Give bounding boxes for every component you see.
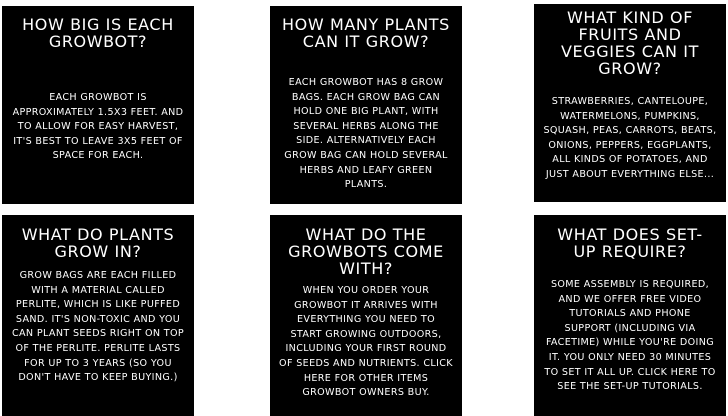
faq-card-plant-count — [270, 6, 462, 204]
faq-card-included-items[interactable] — [270, 215, 462, 416]
faq-question: WHAT DO THE GROWBOTS COME WITH? — [288, 225, 444, 278]
faq-answer: GROW BAGS ARE EACH FILLED WITH A MATERIAL CALLED PERLITE, WHICH IS LIKE PUFFED SAND. IT'S NON-TOXIC AND YOU CAN PLANT SEEDS RIGHT ON TOP OF THE PERLITE. PERLITE LASTS FOR UP TO 3 YEARS (SO YOU DON'T HAVE TO KEEP BUYING.) — [11, 270, 185, 384]
faq-question: HOW BIG IS EACH GROWBOT? — [22, 15, 174, 51]
faq-answer: EACH GROWBOT IS APPROXIMATELY 1.5X3 FEET. AND TO ALLOW FOR EASY HARVEST, IT'S BEST TO LEAVE 3X5 FEET OF SPACE FOR EACH. — [12, 92, 184, 162]
faq-answer[interactable]: WHEN YOU ORDER YOUR GROWBOT IT ARRIVES WITH EVERYTHING YOU NEED TO START GROWING OUTDOORS, INCLUDING YOUR FIRST ROUND OF SEEDS AND NUTRIENTS. CLICK HERE FOR OTHER ITEMS GROWBOT OWNERS BUY. — [279, 285, 453, 399]
faq-question: WHAT DOES SET- UP REQUIRE? — [557, 225, 703, 261]
faq-card-growing-medium — [2, 215, 194, 416]
faq-question: WHAT KIND OF FRUITS AND VEGGIES CAN IT GROW? — [561, 8, 699, 78]
faq-card-setup[interactable] — [534, 215, 726, 416]
faq-answer[interactable]: SOME ASSEMBLY IS REQUIRED, AND WE OFFER FREE VIDEO TUTORIALS AND PHONE SUPPORT (INCLUDING VIA FACETIME) WHILE YOU'RE DOING IT. YOU ONLY NEED 30 MINUTES TO SET IT ALL UP. CLICK HERE TO SEE THE SET-UP TUTORIALS. — [544, 279, 716, 393]
faq-card-crops — [534, 4, 726, 202]
faq-answer: STRAWBERRIES, CANTELOUPE, WATERMELONS, PUMPKINS, SQUASH, PEAS, CARROTS, BEATS, ONIONS, PEPPERS, EGGPLANTS, ALL KINDS OF POTATOES, AND JUST ABOUT EVERYTHING ELSE... — [543, 96, 717, 180]
faq-question: WHAT DO PLANTS GROW IN? — [21, 225, 175, 261]
faq-card-size — [2, 6, 194, 204]
faq-answer: EACH GROWBOT HAS 8 GROW BAGS. EACH GROW BAG CAN HOLD ONE BIG PLANT, WITH SEVERAL HERBS ALONG THE SIDE. ALTERNATIVELY EACH GROW BAG CAN HOLD SEVERAL HERBS AND LEAFY GREEN PLANTS. — [284, 77, 448, 191]
faq-question: HOW MANY PLANTS CAN IT GROW? — [282, 15, 450, 51]
